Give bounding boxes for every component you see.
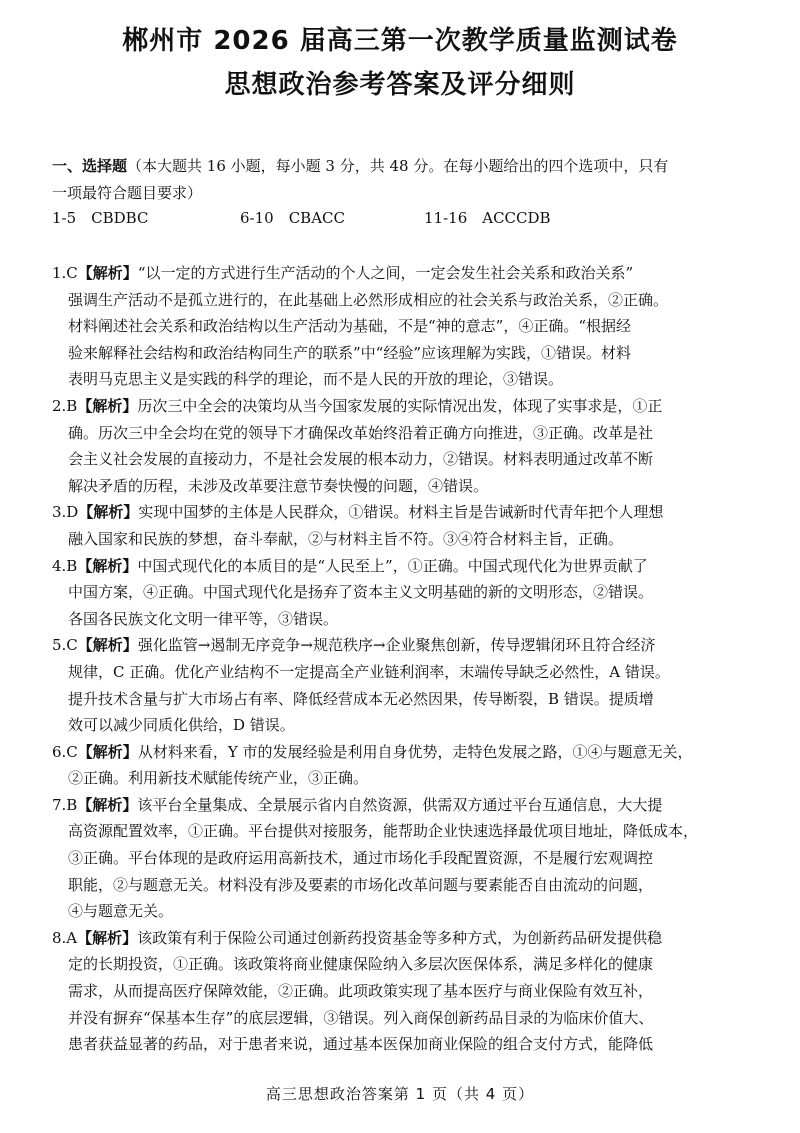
explanation-line [52,313,758,340]
explanation-line [52,712,758,739]
explanation-item [52,792,758,925]
explanation-text: 规律，C 正确。优化产业结构不一定提高全产业链利润率，末端传导缺乏必然性，A 错误。 [68,662,670,681]
answer-group: 1-5 CBDBC [52,209,149,227]
explanation-item [52,739,758,792]
explanation-line [52,845,758,872]
explanation-text: 中国方案，④正确。中国式现代化是扬弃了资本主义文明基础的新的文明形态，②错误。 [68,583,654,602]
explanation-line [52,366,758,393]
section-heading-multiple-choice [52,153,757,207]
explanation-item [52,499,758,552]
question-answer: 6.C [52,742,78,761]
explanation-line [52,818,758,845]
analysis-tag: 【解析】 [77,264,138,282]
explanation-line [52,446,758,473]
explanation-text: 融入国家和民族的梦想，奋斗奉献，②与材料主旨不符。③④符合材料主旨，正确。 [68,529,624,548]
explanation-item [52,553,758,633]
question-answer: 2.B [52,396,78,415]
explanation-text: 历次三中全会的决策均从当今国家发展的实际情况出发，体现了实事求是，①正 [137,396,663,415]
explanation-text: 需求，从而提高医疗保障效能，②正确。此项政策实现了基本医疗与商业保险有效互补， [68,982,654,1001]
section-label: 一、选择题 [52,157,128,175]
explanation-item [52,393,758,499]
explanation-line [52,287,758,314]
explanation-text: 表明马克思主义是实践的科学的理论，而不是人民的开放的理论，③错误。 [68,370,564,389]
explanation-text: 会主义社会发展的直接动力，不是社会发展的根本动力，②错误。材料表明通过改革不断 [68,450,654,469]
page-footer: 高三思想政治答案第 1 页（共 4 页） [265,1085,535,1103]
explanation-text: 强调生产活动不是孤立进行的，在此基础上必然形成相应的社会关系与政治关系，②正确。 [68,290,669,309]
analysis-tag: 【解析】 [78,503,139,522]
explanation-line [52,898,758,925]
analysis-tag: 【解析】 [77,396,138,415]
explanation-line [52,1031,758,1058]
explanation-item [52,925,758,1058]
analysis-tag: 【解析】 [77,742,138,761]
answer-group: 6-10 CBACC [240,209,345,227]
explanation-line [52,340,758,367]
explanation-line [52,632,758,659]
explanation-line [52,951,758,978]
explanation-item [52,260,758,393]
explanation-line [52,792,758,819]
explanation-line [52,686,758,713]
question-answer: 8.A [52,928,78,947]
explanation-line [52,420,758,447]
explanation-text: 效可以减少同质化供给，D 错误。 [68,716,295,735]
explanation-text: 职能，②与题意无关。材料没有涉及要素的市场化改革问题与要素能否自由流动的问题， [68,875,654,894]
explanation-line [52,579,758,606]
section-instruction-line1: （本大题共 16 小题，每小题 3 分，共 48 分。在每小题给出的四个选项中，只有 [127,157,669,175]
explanation-text: 高资源配置效率，①正确。平台提供对接服务，能帮助企业快速选择最优项目地址，降低成本， [68,822,699,841]
question-answer: 4.B [52,556,78,575]
explanation-item [52,632,758,738]
explanation-line [52,473,758,500]
explanation-line [52,978,758,1005]
explanation-line [52,659,758,686]
explanation-text: 中国式现代化的本质目的是“人民至上”，①正确。中国式现代化为世界贡献了 [137,556,648,575]
explanation-text: 该平台全量集成、全景展示省内自然资源，供需双方通过平台互通信息，大大提 [137,795,663,814]
explanation-text: 各国各民族文化文明一律平等，③错误。 [68,609,339,628]
explanation-text: 并没有摒弃“保基本生存”的底层逻辑，③错误。列入商保创新药品目录的为临床价值大、 [68,1008,654,1027]
explanation-line [52,765,758,792]
explanation-text: 强化监管→遏制无序竞争→规范秩序→企业聚焦创新，传导逻辑闭环且符合经济 [137,636,656,655]
analysis-tag: 【解析】 [77,928,138,947]
analysis-tag: 【解析】 [77,795,138,814]
explanation-text: 解决矛盾的历程，未涉及改革要注意节奏快慢的问题，④错误。 [68,476,489,495]
explanation-text: 从材料来看，Y 市的发展经验是利用自身优势，走特色发展之路，①④与题意无关， [137,742,693,761]
explanation-text: “以一定的方式进行生产活动的个人之间，一定会发生社会关系和政治关系” [137,264,634,282]
explanation-line [52,872,758,899]
analysis-tag: 【解析】 [77,636,138,655]
explanation-text: 定的长期投资，①正确。该政策将商业健康保险纳入多层次医保体系，满足多样化的健康 [68,955,654,974]
question-answer: 3.D [52,503,79,522]
explanation-text: 验来解释社会结构和政治结构同生产的联系”中“经验”应该理解为实践，①错误。材料 [68,343,632,362]
explanation-line [52,393,758,420]
explanation-line [52,739,758,766]
page-title: 郴州市 2026 届高三第一次教学质量监测试卷 [122,26,678,56]
question-answer: 1.C [52,264,78,282]
explanation-line [52,925,758,952]
explanation-text: 材料阐述社会关系和政治结构以生产活动为基础，不是“神的意志”，④正确。“根据经 [68,317,632,336]
explanation-text: ②正确。利用新技术赋能传统产业，③正确。 [68,769,369,788]
explanation-line [52,553,758,580]
explanation-text: 提升技术含量与扩大市场占有率、降低经营成本无必然因果，传导断裂，B 错误。提质增 [68,689,654,708]
explanation-text: 实现中国梦的主体是人民群众，①错误。材料主旨是告诫新时代青年把个人理想 [138,503,664,522]
question-answer: 7.B [52,795,78,814]
analysis-tag: 【解析】 [77,556,138,575]
section-instruction-line2: 一项最符合题目要求） [52,184,203,202]
answer-group: 11-16 ACCCDB [424,209,551,227]
question-answer: 5.C [52,636,78,655]
explanation-line [52,260,758,287]
explanation-text: 患者获益显著的药品，对于患者来说，通过基本医保加商业保险的组合支付方式，能降低 [68,1035,654,1054]
explanation-line [52,606,758,633]
explanation-list [52,260,758,1058]
explanation-text: ③正确。平台体现的是政府运用高新技术，通过市场化手段配置资源，不是履行宏观调控 [68,849,654,868]
explanation-text: ④与题意无关。 [68,902,174,921]
explanation-line [52,499,758,526]
explanation-text: 该政策有利于保险公司通过创新药投资基金等多种方式，为创新药品研发提供稳 [137,928,663,947]
explanation-text: 确。历次三中全会均在党的领导下才确保改革始终沿着正确方向推进，③正确。改革是社 [68,423,654,442]
explanation-line [52,1005,758,1032]
page-subtitle: 思想政治参考答案及评分细则 [224,70,576,100]
explanation-line [52,526,758,553]
